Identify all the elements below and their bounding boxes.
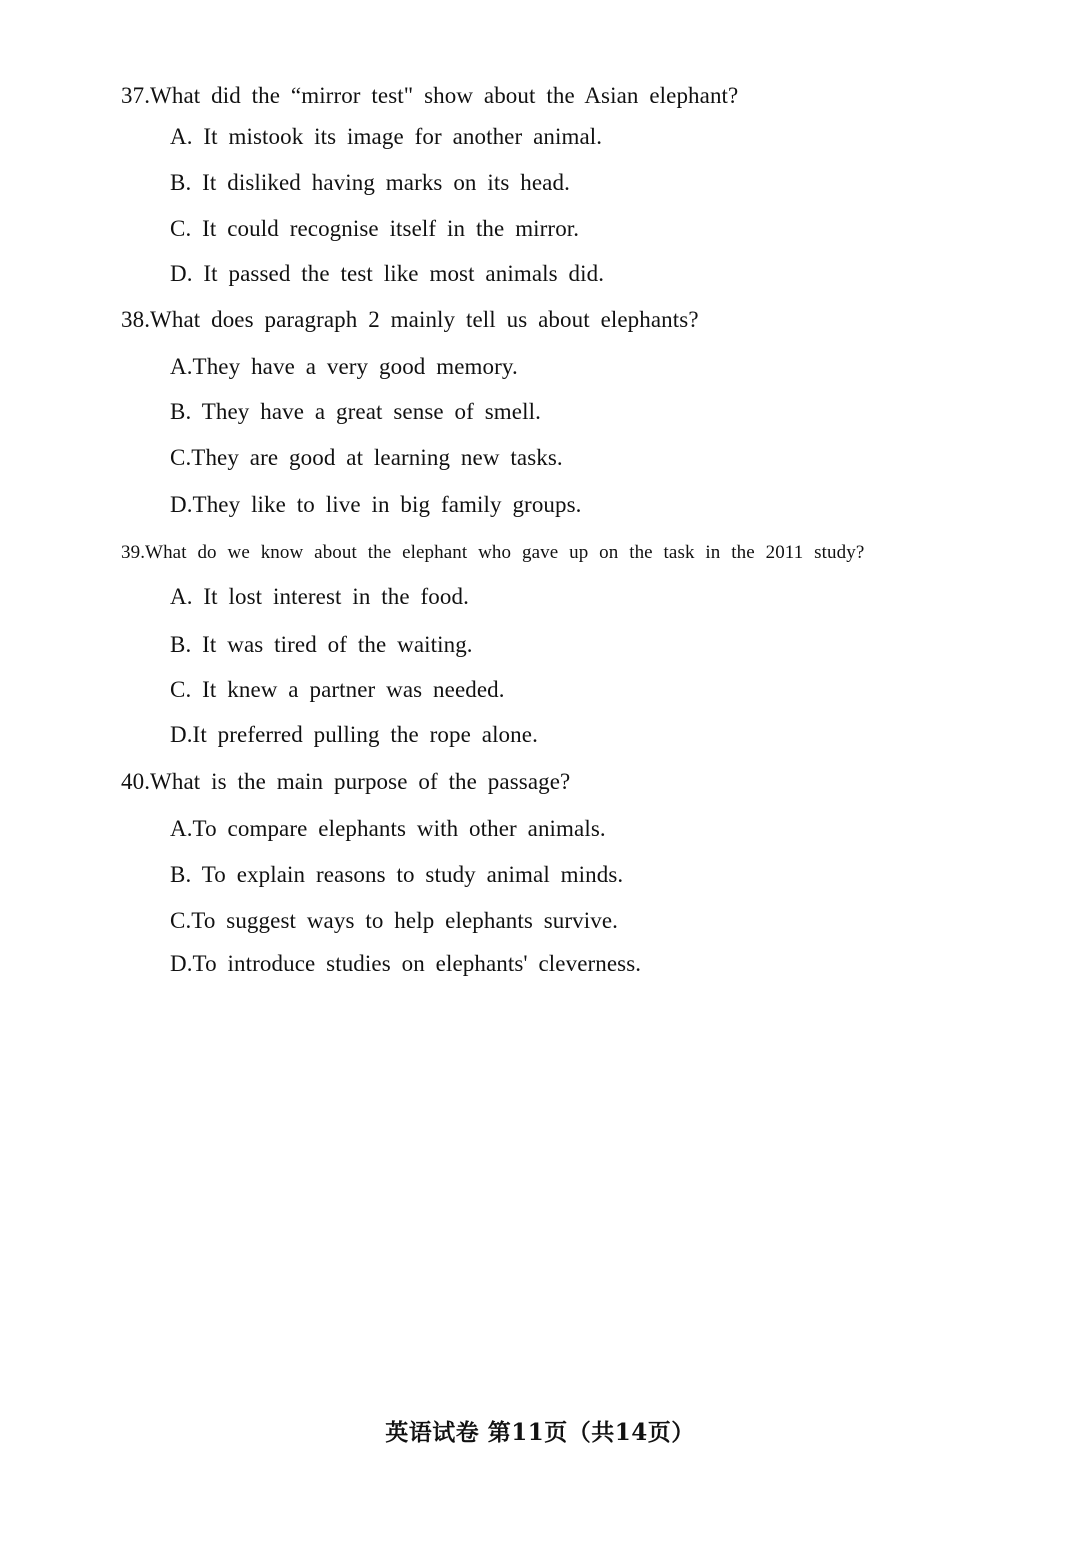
- question-39-option-d: D.It preferred pulling the rope alone.: [170, 722, 538, 747]
- question-39-option-b: B. It was tired of the waiting.: [170, 632, 473, 657]
- question-38-option-c: C.They are good at learning new tasks.: [170, 445, 563, 470]
- question-40-option-a: A.To compare elephants with other animals.: [170, 816, 606, 841]
- question-39-option-a: A. It lost interest in the food.: [170, 584, 469, 609]
- page-footer: 英语试卷 第11页（共14页）: [385, 1419, 695, 1446]
- question-38-option-a: A.They have a very good memory.: [170, 354, 518, 379]
- question-40-option-c: C.To suggest ways to help elephants survive.: [170, 908, 619, 933]
- question-38-stem: 38.What does paragraph 2 mainly tell us about elephants?: [121, 307, 699, 332]
- question-39-stem: 39.What do we know about the elephant who gave up on the task in the 2011 study?: [121, 542, 865, 563]
- question-38-option-d: D.They like to live in big family groups.: [170, 492, 582, 517]
- question-37-option-a: A. It mistook its image for another animal.: [170, 124, 603, 149]
- question-37-stem: 37.What did the “mirror test" show about the Asian elephant?: [121, 83, 739, 108]
- question-39-option-c: C. It knew a partner was needed.: [170, 677, 505, 702]
- question-40-option-b: B. To explain reasons to study animal minds.: [170, 862, 624, 887]
- question-38-option-b: B. They have a great sense of smell.: [170, 399, 541, 424]
- question-37-option-d: D. It passed the test like most animals did.: [170, 261, 605, 286]
- question-37-option-c: C. It could recognise itself in the mirror.: [170, 216, 580, 241]
- question-40-option-d: D.To introduce studies on elephants' cleverness.: [170, 951, 642, 976]
- question-37-option-b: B. It disliked having marks on its head.: [170, 170, 570, 195]
- question-40-stem: 40.What is the main purpose of the passage?: [121, 769, 571, 794]
